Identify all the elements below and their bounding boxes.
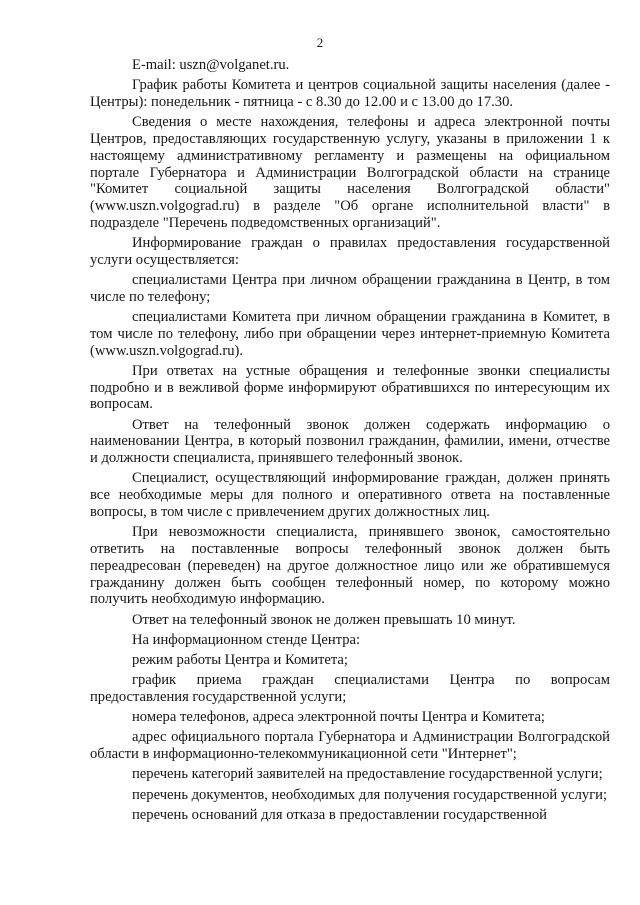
email-line: E-mail: uszn@volganet.ru. [132,57,290,73]
list-item-refusal-grounds: перечень оснований для отказа в предоставлении государственной [132,806,547,823]
list-item-reception-schedule: график приема граждан специалистами Центра по вопросам предоставления государственной услуги; [90,672,610,705]
paragraph-call-redirect: При невозможности специалиста, принявшего звонок, самостоятельно ответить на поставленные вопросы телефонный звонок должен быть переадресован (переведен) на другое должностное лицо или же обратившемуся гражданину должен быть сообщен телефонный номер, по которому можно получить необходимую информацию. [90,524,610,608]
list-item-committee-specialists: специалистами Комитета при личном обращении гражданина в Комитет, в том числе по телефону, либо при обращении через интернет-приемную Комитета (www.uszn.volgograd.ru). [90,309,610,359]
paragraph-call-duration: Ответ на телефонный звонок не должен превышать 10 минут. [132,611,516,628]
list-item-phone-numbers: номера телефонов, адреса электронной почты Центра и Комитета; [132,709,545,726]
page-number: 2 [316,35,324,50]
paragraph-center-locations: Сведения о месте нахождения, телефоны и адреса электронной почты Центров, предоставляющих государственную услугу, указаны в приложении 1 к настоящему административному регламенту и размещены на официальном портале Губернатора и Администрации Волгоградской области на странице "Комитет социальной защиты населения Волгоградской области" (www.uszn.volgograd.ru) в разделе "Об органе исполнительной власти" в подразделе "Перечень подведомственных организаций". [90,114,610,231]
paragraph-specialist-measures: Специалист, осуществляющий информирование граждан, должен принять все необходимые меры для полного и оперативного ответа на поставленные вопросы, в том числе с привлечением других должностных лиц. [90,470,610,521]
list-item-work-mode: режим работы Центра и Комитета; [132,651,348,668]
list-item-portal-address: адрес официального портала Губернатора и Администрации Волгоградской области в информационно-телекоммуникационной сети "Интернет"; [90,729,610,763]
paragraph-phone-answer-content: Ответ на телефонный звонок должен содержать информацию о наименовании Центра, в который позвонил гражданин, фамилии, имени, отчестве и должности специалиста, принявшего телефонный звонок. [90,416,610,467]
document-body [90,57,610,827]
paragraph-work-schedule: График работы Комитета и центров социальной защиты населения (далее - Центры): понедельник - пятница - с 8.30 до 12.00 и с 13.00 до 17.30. [90,77,610,110]
paragraph-informing-intro: Информирование граждан о правилах предоставления государственной услуги осуществляется: [90,235,610,268]
paragraph-oral-responses: При ответах на устные обращения и телефонные звонки специалисты подробно и в вежливой форме информируют обратившихся по интересующим их вопросам. [90,362,610,413]
paragraph-info-stand: На информационном стенде Центра: [132,631,361,648]
list-item-center-specialists: специалистами Центра при личном обращении гражданина в Центр, в том числе по телефону; [90,272,610,305]
list-item-applicant-categories: перечень категорий заявителей на предоставление государственной услуги; [132,766,603,783]
list-item-required-documents: перечень документов, необходимых для получения государственной услуги; [132,786,608,803]
